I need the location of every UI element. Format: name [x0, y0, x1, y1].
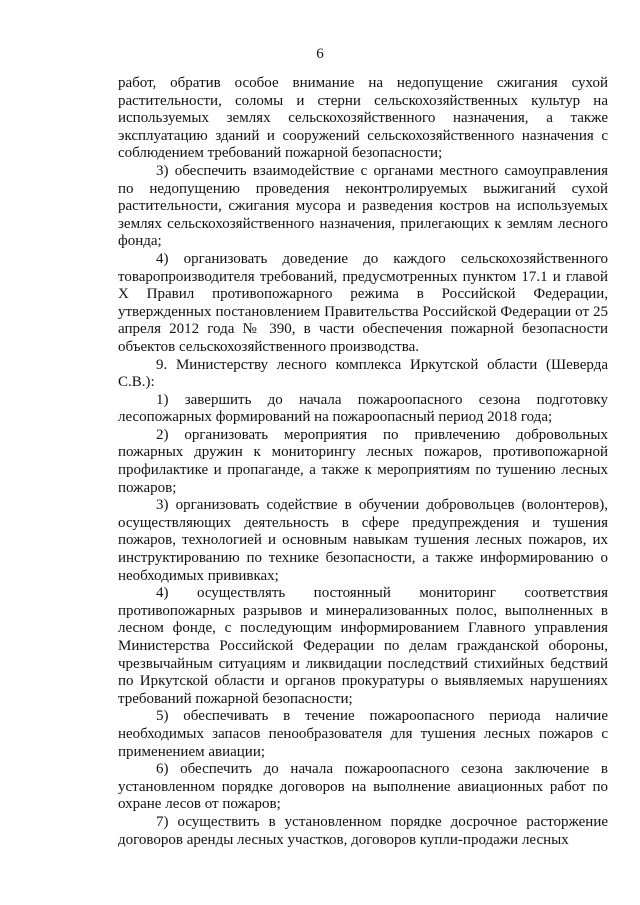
paragraph-item-4-monitoring: 4) осуществлять постоянный мониторинг соответствия противопожарных разрывов и минерализованных полос, выполненных в лесном фонде, с последующим информированием Главного управления Министерства Российской Федерации по делам гражданской обороны, чрезвычайным ситуациям и ликвидации последствий стихийных бедствий по Иркутской области и органов прокуратуры о выявляемых нарушениях требований пожарной безопасности;	[118, 585, 608, 707]
paragraph-item-1: 1) завершить до начала пожароопасного сезона подготовку лесопожарных формирований на пожароопасный период 2018 года;	[118, 391, 608, 426]
paragraph-continuation: работ, обратив особое внимание на недопущение сжигания сухой растительности, соломы и стерни сельскохозяйственных культур на используемых землях сельскохозяйственного назначения, а также эксплуатацию зданий и сооружений сельскохозяйственного назначения с соблюдением требований пожарной безопасности;	[118, 75, 608, 162]
paragraph-item-2: 2) организовать мероприятия по привлечению добровольных пожарных дружин к мониторингу лесных пожаров, противопожарной профилактике и пропаганде, а также к мероприятиям по тушению лесных пожаров;	[118, 426, 608, 496]
paragraph-item-4: 4) организовать доведение до каждого сельскохозяйственного товаропроизводителя требований, предусмотренных пунктом 17.1 и главой X Правил противопожарного режима в Российской Федерации, утвержденных постановлением Правительства Российской Федерации от 25 апреля 2012 года № 390, в части обеспечения пожарной безопасности объектов сельскохозяйственного производства.	[118, 250, 608, 355]
page-number: 6	[316, 46, 324, 62]
paragraph-section-9: 9. Министерству лесного комплекса Иркутской области (Шеверда С.В.):	[118, 356, 608, 391]
paragraph-item-5: 5) обеспечивать в течение пожароопасного периода наличие необходимых запасов пенообразователя для тушения лесных пожаров с применением авиации;	[118, 708, 608, 760]
paragraph-item-6: 6) обеспечить до начала пожароопасного сезона заключение в установленном порядке договоров на выполнение авиационных работ по охране лесов от пожаров;	[118, 761, 608, 813]
paragraph-item-7: 7) осуществить в установленном порядке досрочное расторжение договоров аренды лесных участков, договоров купли-продажи лесных	[118, 813, 608, 848]
document-body	[118, 75, 608, 849]
paragraph-item-3-volunteers: 3) организовать содействие в обучении добровольцев (волонтеров), осуществляющих деятельность в сфере предупреждения и тушения пожаров, технологией и основным навыкам тушения лесных пожаров, их инструктированию по технике безопасности, а также информированию о необходимых прививках;	[118, 497, 608, 584]
paragraph-item-3: 3) обеспечить взаимодействие с органами местного самоуправления по недопущению проведения неконтролируемых выжиганий сухой растительности, сжигания мусора и разведения костров на используемых землях сельскохозяйственного назначения, прилегающих к землям лесного фонда;	[118, 162, 608, 250]
